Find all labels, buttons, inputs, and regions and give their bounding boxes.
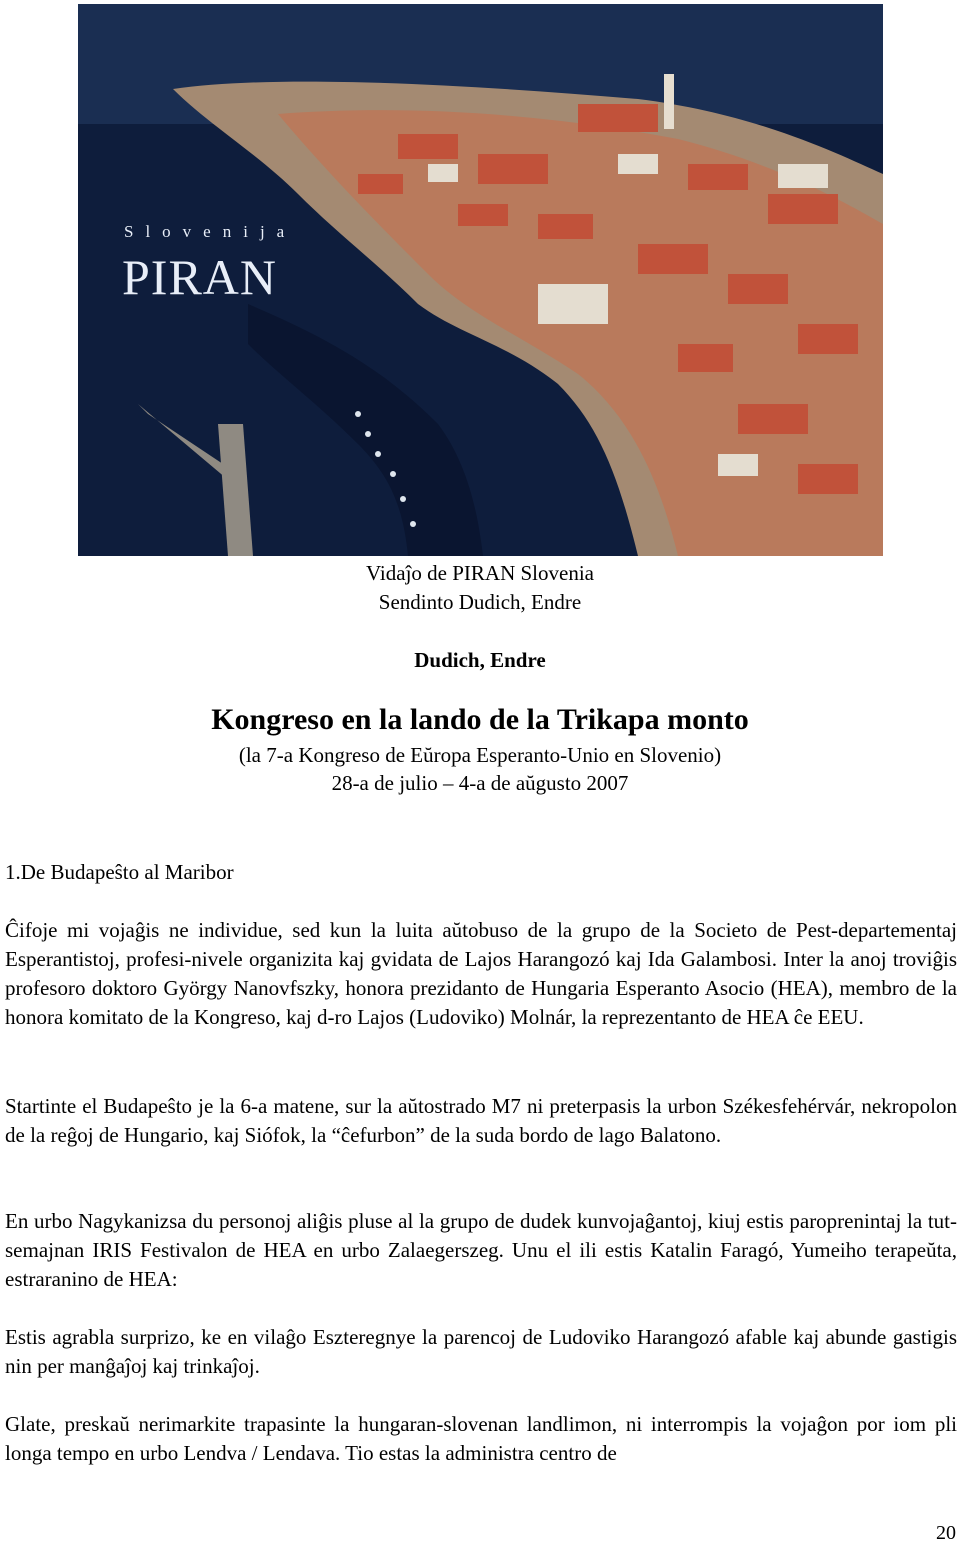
paragraph-3: En urbo Nagykanizsa du personoj aliĝis pluse al la grupo de dudek kunvojaĝantoj, kiuj estis paroprenintaj la tut-semajnan IRIS Festivalon de HEA en urbo Zalaegerszeg. Unu el ili estis Katalin Faragó, Yumeiho terapeŭta, estraranino de HEA: [5, 1209, 957, 1291]
article-subtitle: (la 7-a Kongreso de Eŭropa Esperanto-Unio en Slovenio) [238, 743, 722, 767]
photo-label-slovenija: Slovenija [124, 222, 297, 241]
paragraph-4: Estis agrabla surprizo, ke en vilaĝo Eszteregnye la parencoj de Ludoviko Harangozó afable kaj abunde gastigis nin per manĝaĵoj kaj trinkaĵoj. [5, 1325, 957, 1378]
article-author: Dudich, Endre [414, 648, 546, 672]
article-title: Kongreso en la lando de la Trikapa monto [211, 703, 749, 736]
paragraph-2: Startinte el Budapeŝto je la 6-a matene, sur la aŭtostrado M7 ni preterpasis la urbon Székesfehérvár, nekropolon de la reĝoj de Hungario, kaj Siófok, la “ĉefurbon” de la suda bordo de lago Balatono. [5, 1094, 957, 1147]
photo-caption-line1: Vidaĵo de PIRAN Slovenia [366, 561, 594, 585]
photo-label-piran: PIRAN [122, 249, 278, 305]
article-dates: 28-a de julio – 4-a de aŭgusto 2007 [331, 771, 629, 795]
paragraph-5: Glate, preskaŭ nerimarkite trapasinte la hungaran-slovenan landlimon, ni interrompis la vojaĝon por iom pli longa tempo en urbo Lendva / Lendava. Tio estas la administra centro de [5, 1412, 957, 1465]
page-number: 20 [936, 1522, 956, 1544]
paragraph-1: Ĉifoje mi vojaĝis ne individue, sed kun la luita aŭtobuso de la grupo de la Societo de Pest-departementaj Esperantistoj, profesi-nivele organizita kaj gvidata de Lajos Harangozó kaj Ida Galambosi. Inter la anoj troviĝis profesoro doktoro György Nanovfszky, honora prezidanto de Hungaria Esperanto Asocio (HEA), membro de la honora komitato de la Kongreso, kaj d-ro Lajos (Ludoviko) Molnár, la reprezentanto de HEA ĉe EEU. [5, 918, 957, 1029]
section-heading: 1.De Budapeŝto al Maribor [5, 860, 234, 884]
piran-aerial-photo [78, 4, 883, 556]
photo-caption-line2: Sendinto Dudich, Endre [378, 590, 582, 614]
